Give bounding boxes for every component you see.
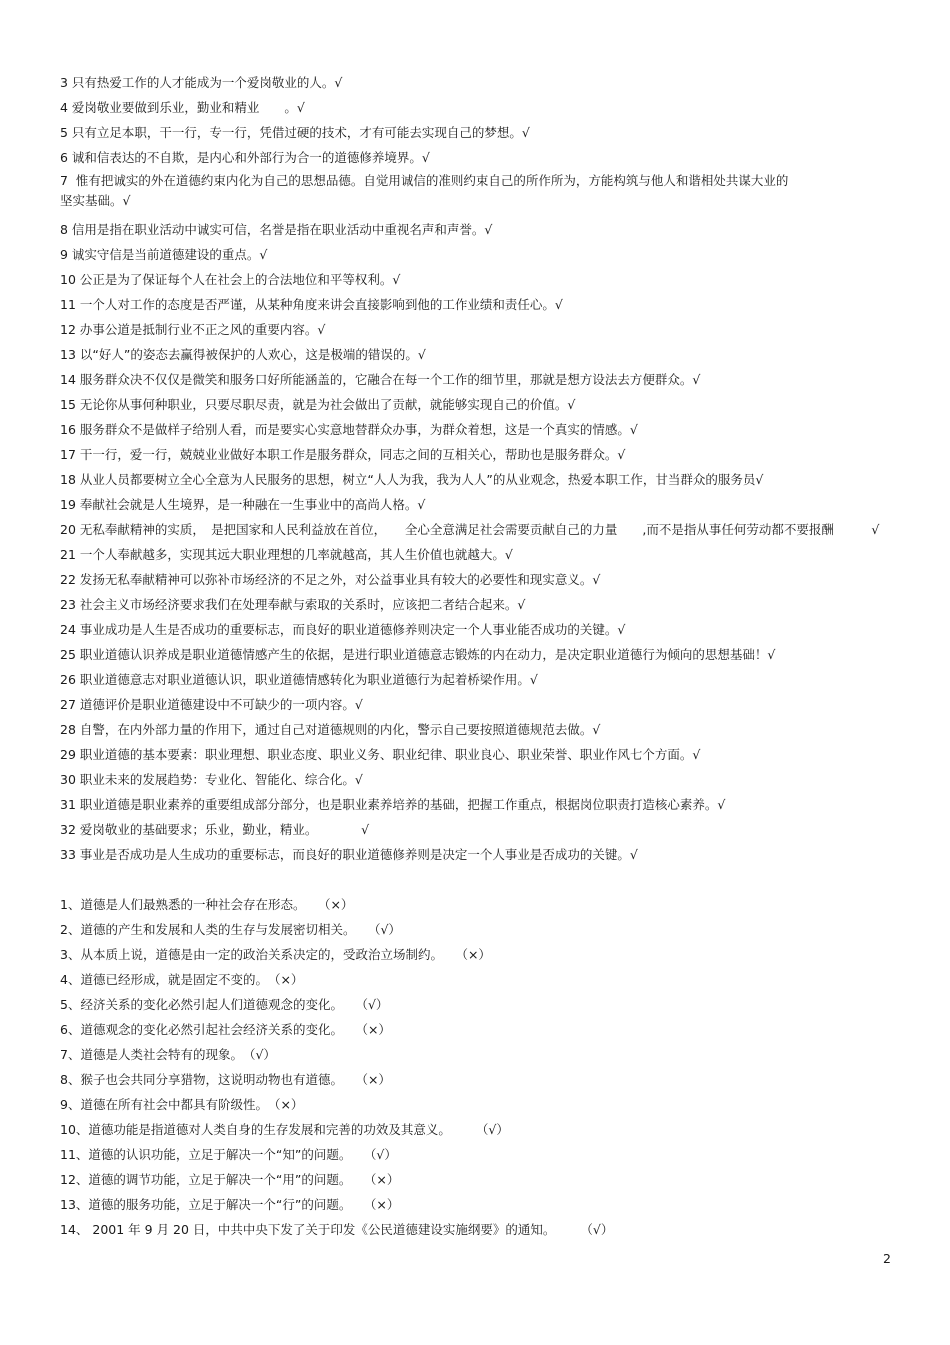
list-item: 17 干一行，爱一行，兢兢业业做好本职工作是服务群众，同志之间的互相关心，帮助也是服务群众。√ — [60, 447, 626, 462]
list-item: 23 社会主义市场经济要求我们在处理奉献与索取的关系时，应该把二者结合起来。√ — [60, 597, 526, 612]
list-item: 5 只有立足本职，干一行，专一行，凭借过硬的技术，才有可能去实现自己的梦想。√ — [60, 125, 530, 140]
list-item: 30 职业未来的发展趋势：专业化、智能化、综合化。√ — [60, 772, 363, 787]
list-item: 7 惟有把诚实的外在道德约束内化为自己的思想品德。自觉用诚信的准则约束自己的所作所为，方能构筑与他人和谐相处共谋大业的 — [60, 173, 789, 188]
list-item: 1、道德是人们最熟悉的一种社会存在形态。 （×） — [60, 897, 354, 912]
list-item: 10 公正是为了保证每个人在社会上的合法地位和平等权利。√ — [60, 272, 401, 287]
list-item: 8 信用是指在职业活动中诚实可信，名誉是指在职业活动中重视名声和声誉。√ — [60, 222, 493, 237]
list-item: 13、道德的服务功能，立足于解决一个“行”的问题。 （×） — [60, 1197, 400, 1212]
list-item: 10、道德功能是指道德对人类自身的生存发展和完善的功效及其意义。 （√） — [60, 1122, 509, 1137]
list-item: 12、道德的调节功能，立足于解决一个“用”的问题。 （×） — [60, 1172, 400, 1187]
list-item: 18 从业人员都要树立全心全意为人民服务的思想，树立“人人为我，我为人人”的从业观念，热爱本职工作，甘当群众的服务员√ — [60, 472, 764, 487]
list-item: 3 只有热爱工作的人才能成为一个爱岗敬业的人。√ — [60, 75, 343, 90]
list-item: 15 无论你从事何种职业，只要尽职尽责，就是为社会做出了贡献，就能够实现自己的价值。√ — [60, 397, 576, 412]
list-item: 5、经济关系的变化必然引起人们道德观念的变化。 （√） — [60, 997, 389, 1012]
judgment-questions-list — [60, 892, 900, 1242]
list-item: 9、道德在所有社会中都具有阶级性。 （×） — [60, 1097, 304, 1112]
list-item: 31 职业道德是职业素养的重要组成部分部分，也是职业素养培养的基础，把握工作重点，根据岗位职责打造核心素养。√ — [60, 797, 726, 812]
list-item: 27 道德评价是职业道德建设中不可缺少的一项内容。√ — [60, 697, 363, 712]
list-item: 14、 2001 年 9 月 20 日，中共中央下发了关于印发《公民道德建设实施纲要》的通知。 （√） — [60, 1222, 614, 1237]
list-item: 11、道德的认识功能，立足于解决一个“知”的问题。 （√） — [60, 1147, 397, 1162]
list-item: 25 职业道德认识养成是职业道德情感产生的依据，是进行职业道德意志锻炼的内在动力，是决定职业道德行为倾向的思想基础！√ — [60, 647, 776, 662]
list-item: 20 无私奉献精神的实质， 是把国家和人民利益放在首位， 全心全意满足社会需要贡献自己的力量 ,而不是指从事任何劳动都不要报酬 √ — [60, 522, 880, 537]
list-item: 16 服务群众不是做样子给别人看，而是要实心实意地替群众办事，为群众着想，这是一个真实的情感。√ — [60, 422, 638, 437]
list-item: 6 诚和信表达的不自欺，是内心和外部行为合一的道德修养境界。√ — [60, 150, 430, 165]
list-item: 26 职业道德意志对职业道德认识，职业道德情感转化为职业道德行为起着桥梁作用。√ — [60, 672, 538, 687]
list-item: 32 爱岗敬业的基础要求；乐业，勤业，精业。 √ — [60, 822, 370, 837]
list-item: 21 一个人奉献越多，实现其远大职业理想的几率就越高，其人生价值也就越大。√ — [60, 547, 513, 562]
list-item: 14 服务群众决不仅仅是微笑和服务口好所能涵盖的，它融合在每一个工作的细节里，那就是想方设法去方便群众。√ — [60, 372, 701, 387]
list-item: 24 事业成功是人生是否成功的重要标志，而良好的职业道德修养则决定一个人事业能否成功的关键。√ — [60, 622, 626, 637]
list-item: 19 奉献社会就是人生境界，是一种融在一生事业中的高尚人格。√ — [60, 497, 426, 512]
list-item: 12 办事公道是抵制行业不正之风的重要内容。√ — [60, 322, 326, 337]
list-item: 28 自警，在内外部力量的作用下，通过自己对道德规则的内化，警示自己要按照道德规范去做。√ — [60, 722, 601, 737]
list-item: 2、道德的产生和发展和人类的生存与发展密切相关。 （√） — [60, 922, 401, 937]
list-item: 22 发扬无私奉献精神可以弥补市场经济的不足之外，对公益事业具有较大的必要性和现实意义。√ — [60, 572, 601, 587]
list-item-continuation: 坚实基础。√ — [60, 193, 131, 208]
list-item: 8、猴子也会共同分享猎物，这说明动物也有道德。 （×） — [60, 1072, 391, 1087]
list-item: 4 爱岗敬业要做到乐业，勤业和精业 。√ — [60, 100, 305, 115]
true-statements-list — [60, 70, 900, 867]
list-item: 6、道德观念的变化必然引起社会经济关系的变化。 （×） — [60, 1022, 391, 1037]
list-item: 3、从本质上说，道德是由一定的政治关系决定的，受政治立场制约。 （×） — [60, 947, 491, 962]
list-item: 4、道德已经形成，就是固定不变的。 （×） — [60, 972, 304, 987]
list-item: 13 以“好人”的姿态去赢得被保护的人欢心，这是极端的错误的。√ — [60, 347, 426, 362]
list-item: 7、道德是人类社会特有的现象。 （√） — [60, 1047, 276, 1062]
list-item: 9 诚实守信是当前道德建设的重点。√ — [60, 247, 268, 262]
list-item: 29 职业道德的基本要素：职业理想、职业态度、职业义务、职业纪律、职业良心、职业荣誉、职业作风七个方面。√ — [60, 747, 701, 762]
page-number: 2 — [883, 1251, 891, 1266]
list-item: 11 一个人对工作的态度是否严谨，从某种角度来讲会直接影响到他的工作业绩和责任心。√ — [60, 297, 563, 312]
list-item: 33 事业是否成功是人生成功的重要标志，而良好的职业道德修养则是决定一个人事业是否成功的关键。√ — [60, 847, 638, 862]
